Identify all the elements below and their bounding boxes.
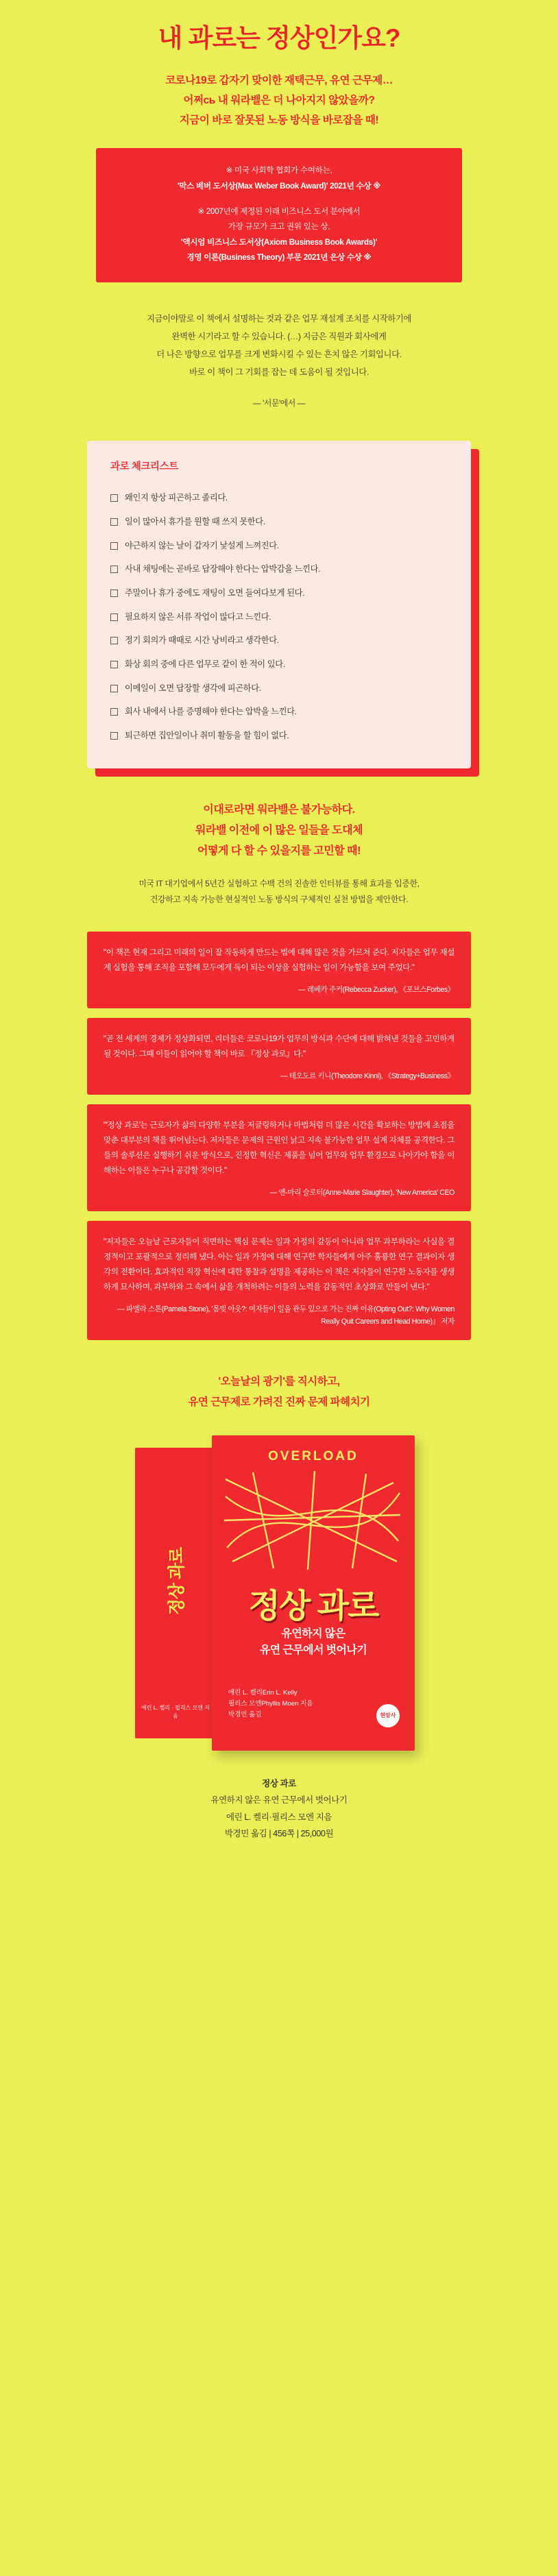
checklist-item[interactable] bbox=[110, 605, 448, 629]
book-cover-author-2: 필리스 모엔Phyllis Moen 지음 bbox=[228, 1699, 313, 1708]
award-line-4: 가장 규모가 크고 권위 있는 상, bbox=[228, 222, 330, 232]
award-group-1 bbox=[114, 163, 444, 194]
quote-attribution: — 레베카 주커(Rebecca Zucker), 《포브스Forbes》 bbox=[298, 985, 454, 994]
mid-message-line-2: 워라밸 이전에 이 많은 일들을 도대체 bbox=[195, 824, 363, 836]
book-subtitle-line-1: 유연하지 않은 bbox=[281, 1627, 345, 1640]
preface-line-4: 바로 이 책이 그 기회를 잡는 데 도움이 될 것입니다. bbox=[189, 367, 369, 378]
quote-attribution: — 앤-마리 슬로터(Anne-Marie Slaughter), 'New America' CEO bbox=[269, 1189, 454, 1197]
quote-text: "저자들은 오늘날 근로자들이 직면하는 핵심 문제는 일과 가정의 갈등이 아니라 업무 과부하라는 사실을 결정적이고 포괄적으로 정리해 냈다. 아는 일과 가정에 대해 연구한 학자들에게 아주 훌륭한 연구 결과이자 생각의 전환이다. 효과적인 직장 혁신에 대한 통찰과 설명을 제공하는 이 책은 저자들이 연구한 노동자를 생생하게 묘사하며, 과부하와 그 속에서 삶을 개척하려는 이들의 노력을 감동적인 초상화로 만들어 낸다." bbox=[104, 1237, 454, 1292]
checklist-item[interactable] bbox=[110, 701, 448, 725]
book-cover-authors bbox=[228, 1688, 313, 1721]
checkbox-icon[interactable] bbox=[110, 494, 118, 502]
checklist-item[interactable] bbox=[110, 534, 448, 558]
checklist-item[interactable] bbox=[110, 629, 448, 653]
checklist-items bbox=[110, 487, 448, 748]
checklist-item[interactable] bbox=[110, 582, 448, 606]
checkbox-icon[interactable] bbox=[110, 685, 118, 692]
book-spine-title: 정상 과로 bbox=[167, 1547, 186, 1616]
checklist-item-label: 주말이나 휴가 중에도 재팅이 오면 들여다보게 된다. bbox=[125, 588, 305, 598]
book-subtitle bbox=[212, 1626, 415, 1659]
book-spine-authors: 에린 L. 켈리 · 필리스 모엔 지음 bbox=[141, 1704, 210, 1719]
subheadline bbox=[0, 71, 558, 130]
checkbox-icon[interactable] bbox=[110, 637, 118, 644]
checklist-item-label: 필요하지 않은 서류 작업이 많다고 느낀다. bbox=[125, 611, 271, 622]
checklist-item[interactable] bbox=[110, 487, 448, 511]
checkbox-icon[interactable] bbox=[110, 732, 118, 740]
book-spine bbox=[135, 1448, 216, 1738]
checklist-item-label: 정기 회의가 때때로 시간 낭비라고 생각한다. bbox=[125, 635, 279, 646]
footer-spec: 박경민 옮김 | 456쪽 | 25,000원 bbox=[224, 1829, 334, 1839]
mid-description-line-1: 미국 IT 대기업에서 5년간 실험하고 수백 건의 진솔한 인터뷰를 통해 효과를 입증한, bbox=[138, 879, 420, 889]
award-line-5: '액시엄 비즈니스 도서상(Axiom Business Book Awards)' bbox=[181, 237, 377, 247]
mid-message-line-1: 이대로라면 워라밸은 불가능하다. bbox=[203, 804, 355, 816]
page-title: 내 과로는 정상인가요? bbox=[158, 24, 400, 52]
quote-text: "'정상 과로'는 근로자가 삶의 다양한 부분을 저글링하거나 마법처럼 더 많은 시간을 확보하는 방법에 초점을 맞춘 대부분의 책을 뛰어넘는다. 저자들은 문제의 근원인 낡고 지속 불가능한 업무 설계 자체를 공격한다. 그들의 솔루션은 실행하기 쉬운 방식으로, 진정한 혁신은 제품을 넘어 업무와 업무 환경으로 나아가야 함을 이해하는 이들은 누구나 공감할 것이다." bbox=[104, 1120, 454, 1175]
award-group-2 bbox=[114, 204, 444, 266]
checkbox-icon[interactable] bbox=[110, 542, 118, 550]
checklist-item-label: 화상 회의 중에 다른 업무로 같이 한 적이 있다. bbox=[125, 659, 285, 670]
checklist-item-label: 야근하지 않는 날이 갑자기 낯설게 느껴진다. bbox=[125, 540, 279, 550]
preface-block bbox=[87, 310, 471, 412]
checklist-item[interactable] bbox=[110, 725, 448, 749]
checklist-item-label: 사내 채팅에는 곧바로 답장해야 한다는 압박감을 느낀다. bbox=[125, 564, 321, 574]
footer-title: 정상 과로 bbox=[262, 1778, 296, 1788]
quote-card bbox=[87, 1018, 471, 1095]
book-front-cover bbox=[212, 1435, 415, 1751]
bottom-headline-line-1: '오늘날의 광기'를 직시하고, bbox=[218, 1376, 340, 1388]
quote-list bbox=[87, 932, 471, 1340]
book-title: 정상 과로 bbox=[248, 1588, 378, 1625]
quote-card bbox=[87, 932, 471, 1008]
award-line-6: 경영 이론(Business Theory) 부문 2021년 은상 수상 ※ bbox=[186, 253, 372, 263]
preface-line-2: 완벽한 시기라고 할 수 있습니다. (…) 지금은 직원과 회사에게 bbox=[171, 332, 387, 342]
bottom-headline-line-2: 유연 근무제로 가려진 진짜 문제 파헤치기 bbox=[188, 1396, 370, 1408]
preface-source: — '서문'에서 — bbox=[252, 398, 306, 409]
scribble-decoration bbox=[212, 1466, 415, 1575]
checklist-item[interactable] bbox=[110, 653, 448, 677]
book-cover-translator: 박경민 옮김 bbox=[228, 1710, 262, 1718]
bottom-headline bbox=[0, 1372, 558, 1412]
checklist-card bbox=[87, 441, 471, 768]
mid-description-line-2: 건강하고 지속 가능한 현실적인 노동 방식의 구체적인 실천 방법을 제안한다. bbox=[149, 895, 409, 905]
mid-description bbox=[0, 876, 558, 908]
mid-message-line-3: 어떻게 다 할 수 있을지를 고민할 때! bbox=[197, 845, 361, 857]
footer-book-info bbox=[0, 1775, 558, 1843]
publisher-logo: 현암사 bbox=[376, 1704, 400, 1727]
preface-line-3: 더 나은 방향으로 업무를 크게 변화시킬 수 있는 흔치 않은 기회입니다. bbox=[156, 350, 402, 360]
quote-card bbox=[87, 1221, 471, 1340]
quote-card bbox=[87, 1104, 471, 1211]
checklist-item-label: 왜인지 항상 피곤하고 졸리다. bbox=[125, 493, 228, 503]
book-cover-image bbox=[135, 1435, 423, 1758]
checklist-item[interactable] bbox=[110, 511, 448, 535]
award-line-1: ※ 미국 사회학 협회가 수여하는, bbox=[226, 166, 332, 175]
quote-attribution: — 파멜라 스톤(Pamela Stone), '몸빚 아웃?: 여자들이 일을 관두 있으로 가는 진짜 이유(Opting Out?: Why Women Really Quit Careers and Head Home)』 저자 bbox=[117, 1305, 454, 1326]
footer-authors: 에린 L. 켈리·필리스 모엔 지음 bbox=[226, 1812, 332, 1822]
checklist-item-label: 회사 내에서 나를 증명해야 한다는 압박을 느낀다. bbox=[125, 707, 297, 717]
award-line-3: ※ 2007년에 제정된 이래 비즈니스 도서 분야에서 bbox=[197, 206, 361, 216]
checkbox-icon[interactable] bbox=[110, 590, 118, 597]
checklist-item[interactable] bbox=[110, 558, 448, 582]
preface-line-1: 지금이야말로 이 책에서 설명하는 것과 같은 업무 재설계 조치를 시작하기에 bbox=[146, 313, 412, 324]
checkbox-icon[interactable] bbox=[110, 708, 118, 716]
checklist-item-label: 이메일이 오면 답장할 생각에 피곤하다. bbox=[125, 683, 261, 693]
award-box bbox=[96, 148, 462, 282]
subheadline-line-3: 지금이 바로 잘못된 노동 방식을 바로잡을 때! bbox=[179, 114, 379, 126]
checkbox-icon[interactable] bbox=[110, 661, 118, 668]
mid-message bbox=[0, 800, 558, 861]
checklist-item-label: 일이 많아서 휴가를 원할 때 쓰지 못한다. bbox=[125, 517, 265, 527]
award-line-2: '막스 베버 도서상(Max Weber Book Award)' 2021년 수상 ※ bbox=[177, 182, 381, 191]
checklist-item[interactable] bbox=[110, 677, 448, 701]
subheadline-line-1: 코로나19로 갑자기 맞이한 재택근무, 유연 근무제… bbox=[165, 75, 393, 87]
quote-attribution: — 테오도르 키니(Theodore Kinni), 《Strategy+Business》 bbox=[280, 1071, 454, 1080]
footer-subtitle: 유연하지 않은 유연 근무에서 벗어나기 bbox=[210, 1795, 348, 1806]
checklist-item-label: 퇴근하면 집안일이나 취미 활동을 할 힘이 없다. bbox=[125, 731, 289, 741]
checkbox-icon[interactable] bbox=[110, 566, 118, 573]
checklist-section bbox=[87, 441, 471, 768]
book-overload-label: OVERLOAD bbox=[268, 1448, 359, 1463]
checkbox-icon[interactable] bbox=[110, 613, 118, 621]
book-cover-author-1: 에린 L. 켈리Erin L. Kelly bbox=[228, 1688, 298, 1697]
checklist-title: 과로 체크리스트 bbox=[110, 461, 178, 472]
quote-text: "곧 전 세계의 경제가 정상화되면, 리더들은 코로나19가 업무의 방식과 수단에 대해 밝혀낸 것들을 고민하게 될 것이다. 그때 이들이 읽어야 할 책이 바로 『정상 과로』다." bbox=[104, 1034, 454, 1058]
subheadline-line-2: 어쩌сь 내 워라밸은 더 나아지지 않았을까? bbox=[183, 95, 375, 107]
checkbox-icon[interactable] bbox=[110, 518, 118, 526]
book-subtitle-line-2: 유연 근무에서 벗어나기 bbox=[259, 1644, 367, 1656]
quote-text: "이 책은 현재 그리고 미래의 일이 잘 작동하게 만드는 법에 대해 많은 것을 가르쳐 준다. 저자들은 업무 재설계 실험을 통해 조직을 포함해 모두에게 득이 되는 이상을 실험하는 일이 가능함을 보여 주었다." bbox=[104, 947, 454, 972]
